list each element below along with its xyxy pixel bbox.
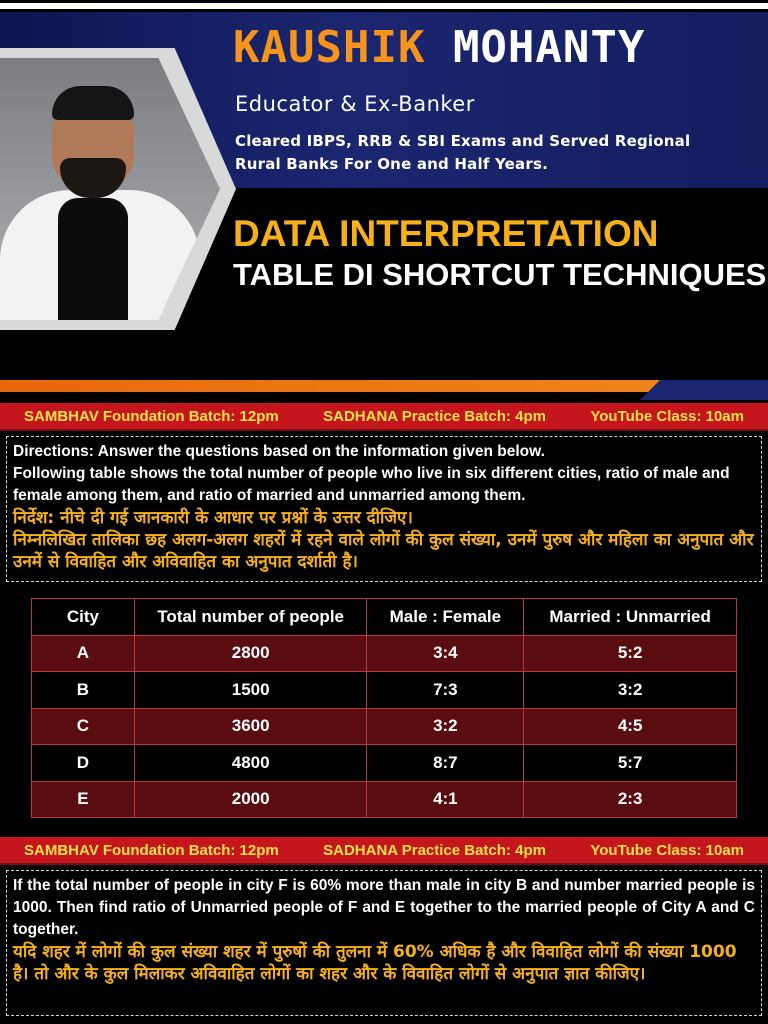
batch-timings-bar [0, 403, 768, 431]
directions-box [6, 436, 762, 582]
youtube-class-label: YouTube Class: 10am [590, 407, 744, 425]
educator-name [233, 22, 645, 73]
cell-city: A [32, 635, 135, 672]
cell-city: E [32, 781, 135, 818]
bio-line-2: Rural Banks For One and Half Years. [235, 155, 548, 173]
practice-batch-label: SADHANA Practice Batch: 4pm [323, 841, 546, 859]
educator-bio [235, 130, 760, 176]
cell-male-female: 4:1 [367, 781, 524, 818]
cell-married-unmarried: 3:2 [524, 672, 737, 709]
header-banner [0, 0, 768, 380]
directions-en-line-1: Directions: Answer the questions based on the information given below. [13, 443, 545, 460]
page-title: DATA INTERPRETATION [233, 213, 659, 254]
table-header-row [32, 599, 737, 636]
cell-total: 2000 [134, 781, 367, 818]
cell-male-female: 8:7 [367, 745, 524, 782]
directions-en-line-2: Following table shows the total number of people who live in six different cities, ratio of male and female among them, and ratio of married and unmarried among them. [13, 465, 730, 504]
question-hi: यदि शहर में लोगों की कुल संख्या शहर में पुरुषों की तुलना में 60% अधिक है और विवाहित लोगों की संख्या 1000 है। तो और के कुल मिलाकर अविवाहित लोगों का शहर और के विवाहित लोगों से अनुपात ज्ञात कीजिए। [13, 942, 737, 984]
directions-hi-line-1: निर्देश: नीचे दी गई जानकारी के आधार पर प्रश्नों के उत्तर दीजिए। [13, 508, 413, 528]
page-subtitle: TABLE DI SHORTCUT TECHNIQUES [233, 257, 767, 292]
table-row [32, 672, 737, 709]
directions-hi-line-2: निम्नलिखित तालिका छह अलग-अलग शहरों में रहने वाले लोगों की कुल संख्या, उनमें पुरुष और महिला का अनुपात और उनमें से विवाहित और अविवाहित का अनुपात दर्शाती है। [13, 530, 754, 572]
cell-city: B [32, 672, 135, 709]
cell-male-female: 3:2 [367, 708, 524, 745]
table-row [32, 635, 737, 672]
name-last: MOHANTY [452, 22, 646, 73]
header-male-female: Male : Female [367, 599, 524, 636]
header-city: City [32, 599, 135, 636]
data-table [31, 598, 737, 818]
navy-stripe [640, 380, 768, 400]
cell-total: 3600 [134, 708, 367, 745]
photo-shirt [58, 198, 128, 320]
cell-male-female: 3:4 [367, 635, 524, 672]
cell-city: C [32, 708, 135, 745]
table-row [32, 708, 737, 745]
bio-line-1: Cleared IBPS, RRB & SBI Exams and Served Regional [235, 132, 691, 150]
photo-hair [52, 86, 134, 120]
cell-total: 2800 [134, 635, 367, 672]
cell-total: 1500 [134, 672, 367, 709]
cell-total: 4800 [134, 745, 367, 782]
cell-married-unmarried: 4:5 [524, 708, 737, 745]
cell-city: D [32, 745, 135, 782]
educator-role: Educator & Ex-Banker [235, 92, 475, 116]
header-total-people: Total number of people [134, 599, 367, 636]
name-first: KAUSHIK [233, 22, 426, 73]
cell-married-unmarried: 2:3 [524, 781, 737, 818]
youtube-class-label: YouTube Class: 10am [590, 841, 744, 859]
header-married-unmarried: Married : Unmarried [524, 599, 737, 636]
top-divider [0, 3, 768, 9]
foundation-batch-label: SAMBHAV Foundation Batch: 12pm [24, 841, 279, 859]
table-row [32, 781, 737, 818]
practice-batch-label: SADHANA Practice Batch: 4pm [323, 407, 546, 425]
cell-married-unmarried: 5:7 [524, 745, 737, 782]
question-en: If the total number of people in city F is 60% more than male in city B and number married people is 1000. Then find ratio of Unmarried people of F and E together to the married people of City A and C together. [13, 877, 755, 938]
cell-male-female: 7:3 [367, 672, 524, 709]
batch-timings-bar-bottom [0, 837, 768, 865]
foundation-batch-label: SAMBHAV Foundation Batch: 12pm [24, 407, 279, 425]
cell-married-unmarried: 5:2 [524, 635, 737, 672]
question-box [6, 870, 762, 1016]
table-row [32, 745, 737, 782]
